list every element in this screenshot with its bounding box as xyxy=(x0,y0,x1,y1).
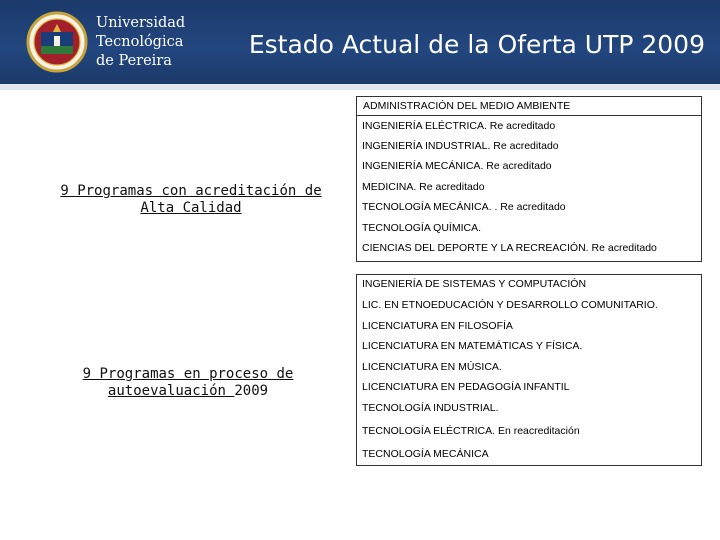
accredited-program-item: ADMINISTRACIÓN DEL MEDIO AMBIENTE xyxy=(356,96,702,116)
accredited-program-item: INGENIERÍA INDUSTRIAL. Re acreditado xyxy=(362,140,559,152)
university-seal-icon xyxy=(26,10,88,74)
accredited-program-item: INGENIERÍA ELÉCTRICA. Re acreditado xyxy=(362,120,556,132)
logo-line-2: Tecnológica xyxy=(96,34,184,50)
self-evaluation-program-item: LICENCIATURA EN FILOSOFÍA xyxy=(362,320,513,332)
self-evaluation-program-list xyxy=(356,274,702,466)
accredited-program-item: TECNOLOGÍA MECÁNICA. . Re acreditado xyxy=(362,201,566,213)
self-evaluation-program-item: INGENIERÍA DE SISTEMAS Y COMPUTACIÓN xyxy=(362,278,587,290)
self-evaluation-group-label xyxy=(70,366,306,400)
accredited-group-label xyxy=(46,183,336,217)
self-evaluation-program-item: LIC. EN ETNOEDUCACIÓN Y DESARROLLO COMUNITARIO. xyxy=(362,299,658,311)
self-evaluation-program-item: TECNOLOGÍA INDUSTRIAL. xyxy=(362,402,499,414)
self-evaluation-program-item: TECNOLOGÍA ELÉCTRICA. En reacreditación xyxy=(362,425,580,437)
accredited-program-item: MEDICINA. Re acreditado xyxy=(362,181,485,193)
accredited-program-item: TECNOLOGÍA QUÍMICA. xyxy=(362,222,482,234)
accredited-program-list xyxy=(356,96,702,262)
self-evaluation-label-year: 2009 xyxy=(234,383,269,399)
accredited-program-item: CIENCIAS DEL DEPORTE Y LA RECREACIÓN. Re acreditado xyxy=(362,242,657,254)
accredited-program-item: INGENIERÍA MECÁNICA. Re acreditado xyxy=(362,160,552,172)
accredited-label-text: 9 Programas con acreditación de Alta Calidad xyxy=(60,183,322,216)
logo-wordmark xyxy=(96,14,192,71)
self-evaluation-program-item: LICENCIATURA EN PEDAGOGÍA INFANTIL xyxy=(362,381,570,393)
logo-line-1: Universidad xyxy=(96,15,186,31)
self-evaluation-label-underlined: autoevaluación xyxy=(107,383,235,399)
self-evaluation-program-item: LICENCIATURA EN MATEMÁTICAS Y FÍSICA. xyxy=(362,340,583,352)
self-evaluation-program-item: LICENCIATURA EN MÚSICA. xyxy=(362,361,502,373)
slide-header xyxy=(0,0,720,90)
logo-line-3: de Pereira xyxy=(96,53,172,69)
university-logo xyxy=(26,10,186,74)
header-divider xyxy=(0,84,720,90)
self-evaluation-program-item: TECNOLOGÍA MECÁNICA xyxy=(362,448,489,460)
slide-title: Estado Actual de la Oferta UTP 2009 xyxy=(248,30,705,59)
self-evaluation-label-line1: 9 Programas en proceso de xyxy=(82,366,294,382)
